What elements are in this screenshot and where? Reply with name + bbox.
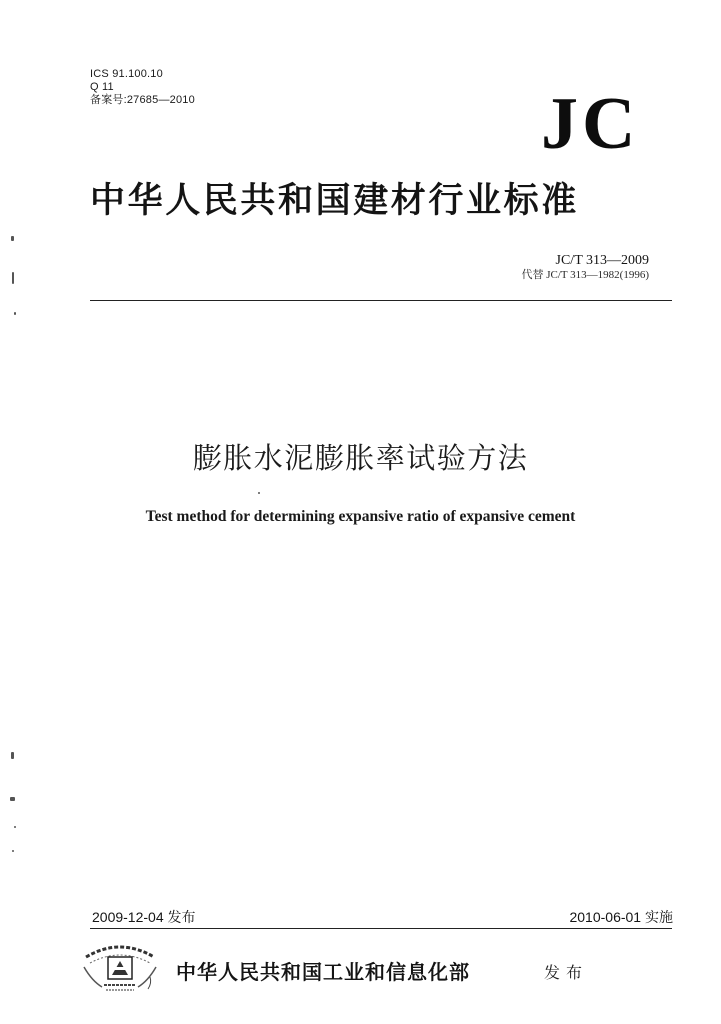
industry-standard-title: 中华人民共和国建材行业标准 bbox=[90, 180, 579, 221]
scan-speck bbox=[11, 752, 14, 759]
standard-number: JC/T 313—2009 bbox=[555, 253, 649, 268]
jc-logo: JC bbox=[541, 83, 640, 165]
publish-label: 发布 bbox=[544, 963, 589, 982]
top-divider bbox=[90, 300, 672, 301]
scan-speck bbox=[258, 492, 260, 494]
scan-speck bbox=[12, 850, 14, 852]
classification-code: Q 11 bbox=[90, 81, 114, 93]
effective-date: 2010-06-01 实施 bbox=[569, 909, 673, 925]
metadata-block bbox=[90, 68, 195, 107]
issue-date: 2009-12-04 发布 bbox=[92, 909, 196, 925]
scan-speck bbox=[14, 826, 16, 828]
scan-speck bbox=[12, 272, 14, 284]
scan-speck bbox=[10, 797, 15, 801]
scan-speck bbox=[14, 312, 16, 315]
scan-speck bbox=[11, 236, 14, 241]
publisher-name: 中华人民共和国工业和信息化部 bbox=[176, 960, 470, 984]
replaces-standard: 代替 JC/T 313—1982(1996) bbox=[521, 269, 649, 281]
ics-code: ICS 91.100.10 bbox=[90, 68, 163, 80]
document-title-english: Test method for determining expansive ratio of expansive cement bbox=[145, 508, 576, 525]
bottom-divider bbox=[90, 928, 672, 929]
publisher-seal-icon bbox=[80, 937, 160, 995]
document-title-chinese: 膨胀水泥膨胀率试验方法 bbox=[192, 441, 529, 475]
record-number: 备案号:27685—2010 bbox=[90, 94, 195, 106]
standard-number-block bbox=[521, 252, 649, 282]
